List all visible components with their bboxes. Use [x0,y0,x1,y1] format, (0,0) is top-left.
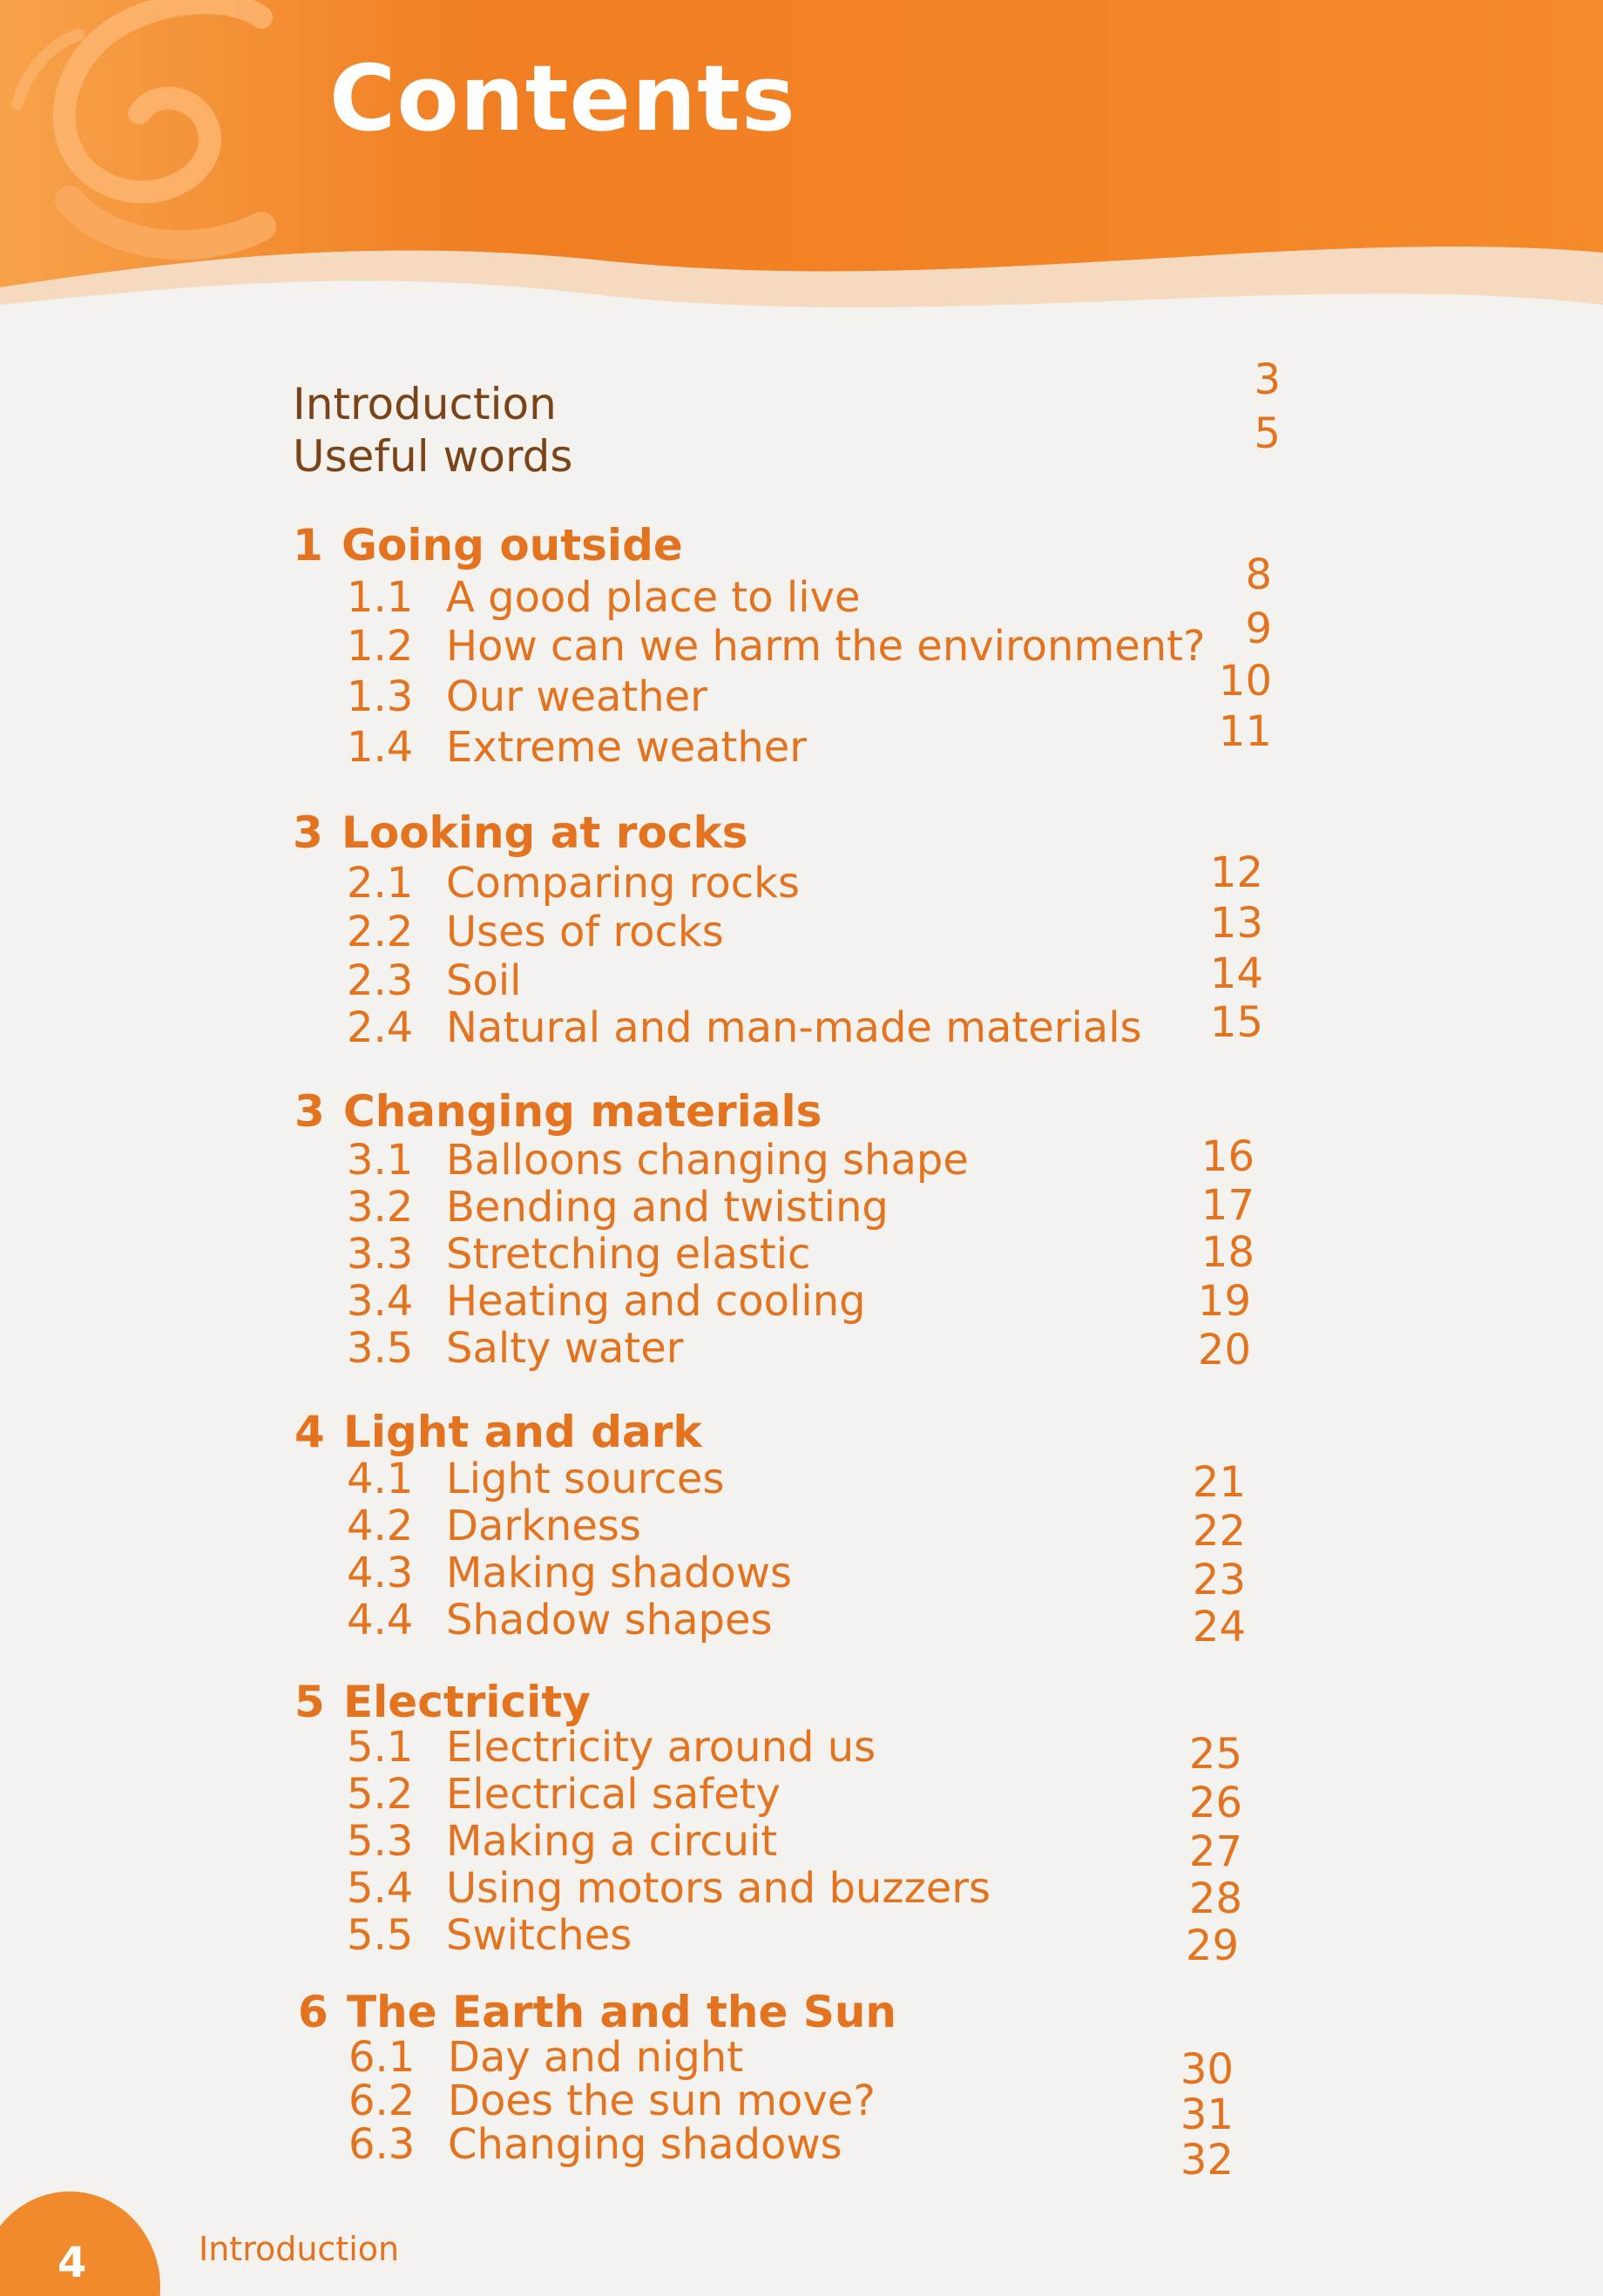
section-entry[interactable]: 5.3 Making a circuit [347,1817,778,1866]
toc-entry-introduction[interactable] [293,380,557,429]
chapter-title: Looking at rocks [342,807,748,858]
section-entry[interactable]: 3.4 Heating and cooling [347,1277,866,1326]
page-number: 25 [1188,1730,1242,1779]
chapter-number: 6 [298,1987,328,2037]
page-number: 23 [1192,1556,1246,1604]
chapter-heading[interactable] [293,521,683,570]
footer-page-number: 4 [57,2239,87,2287]
page-number: 28 [1188,1874,1242,1923]
chapter-number: 3 [294,1086,325,1137]
page-number: 19 [1197,1277,1251,1326]
section-entry[interactable]: 6.2 Does the sun move? [348,2077,876,2125]
page-number: 12 [1209,848,1263,897]
page-number: 26 [1188,1779,1242,1827]
page-number: 9 [1245,604,1272,653]
chapter-title: Changing materials [343,1086,822,1137]
entry-title: Introduction [293,379,557,429]
section-entry[interactable]: 3.3 Stretching elastic [347,1230,811,1279]
page-number: 15 [1209,998,1263,1047]
chapter-title: Going outside [342,520,683,571]
page-number: 21 [1192,1458,1246,1507]
section-entry[interactable]: 5.4 Using motors and buzzers [347,1864,991,1913]
section-entry[interactable]: 3.5 Salty water [347,1324,684,1373]
page-number: 14 [1209,949,1263,998]
page-number: 10 [1218,657,1272,706]
chapter-heading[interactable] [294,1087,822,1136]
section-entry[interactable]: 3.1 Balloons changing shape [347,1136,969,1185]
section-entry[interactable]: 1.4 Extreme weather [347,723,808,772]
chapter-heading[interactable] [294,1678,591,1726]
page-number: 29 [1185,1921,1239,1970]
chapter-number: 5 [294,1677,325,1727]
page-number: 3 [1254,355,1281,404]
section-entry[interactable]: 5.2 Electrical safety [347,1770,781,1819]
section-entry[interactable]: 1.1 A good place to live [347,573,861,622]
section-entry[interactable]: 4.4 Shadow shapes [347,1596,773,1644]
page-number: 24 [1192,1603,1246,1651]
page-number: 20 [1197,1326,1251,1374]
page-number-badge [0,2183,174,2296]
chapter-title: Electricity [343,1677,591,1727]
page-number: 17 [1201,1181,1255,1230]
page-number: 27 [1188,1827,1242,1876]
page-number: 32 [1180,2136,1234,2185]
section-entry[interactable]: 2.1 Comparing rocks [347,859,800,908]
page-number: 11 [1218,707,1272,756]
section-entry[interactable]: 1.3 Our weather [347,672,707,721]
page-number: 13 [1209,899,1263,948]
page-number: 30 [1180,2045,1234,2094]
section-entry[interactable]: 2.4 Natural and man-made materials [347,1003,1142,1052]
section-entry[interactable]: 3.2 Bending and twisting [347,1183,889,1232]
section-entry[interactable]: 5.5 Switches [347,1911,632,1960]
section-entry[interactable]: 5.1 Electricity around us [347,1723,876,1772]
chapter-title: The Earth and the Sun [347,1987,897,2037]
chapter-number: 3 [293,807,323,858]
toc-entry-useful-words[interactable] [293,432,572,481]
chapter-number: 1 [293,520,323,571]
section-entry[interactable]: 6.1 Day and night [348,2033,744,2082]
page-number: 8 [1245,550,1272,599]
chapter-heading[interactable] [298,1988,896,2036]
section-entry[interactable]: 6.3 Changing shadows [348,2120,842,2169]
section-entry[interactable]: 2.3 Soil [347,956,522,1005]
page-number: 31 [1180,2090,1234,2139]
page-number: 18 [1201,1228,1255,1277]
header-banner [0,0,1603,331]
section-entry[interactable]: 4.3 Making shadows [347,1549,793,1597]
chapter-number: 4 [294,1407,325,1457]
section-entry[interactable]: 4.2 Darkness [347,1502,641,1550]
section-entry[interactable]: 1.2 How can we harm the environment? [347,622,1206,671]
page-number: 22 [1192,1507,1246,1556]
chapter-heading[interactable] [294,1408,702,1456]
page-number: 16 [1201,1132,1255,1181]
page-number: 5 [1254,409,1281,458]
entry-title: Useful words [293,431,573,482]
section-entry[interactable]: 4.1 Light sources [347,1455,725,1503]
page-title: Contents [329,45,796,152]
footer-section-label: Introduction [199,2230,400,2268]
chapter-heading[interactable] [293,808,747,857]
chapter-title: Light and dark [343,1407,702,1457]
section-entry[interactable]: 2.2 Uses of rocks [347,908,724,956]
